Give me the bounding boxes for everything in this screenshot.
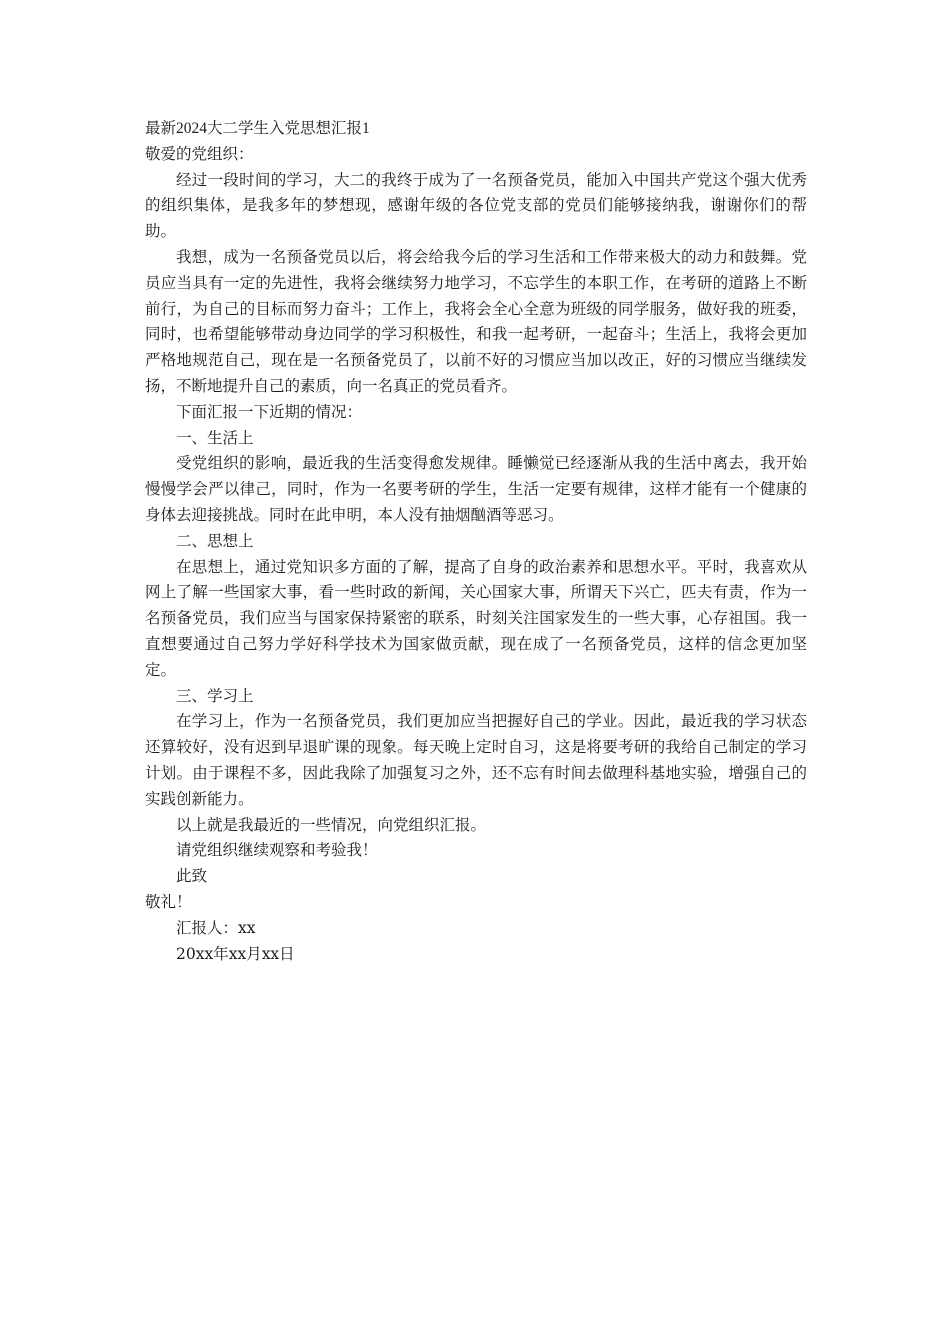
paragraph-thought: 在思想上，通过党知识多方面的了解，提高了自身的政治素养和思想水平。平时，我喜欢从网上了解一些国家大事，看一些时政的新闻，关心国家大事，所谓天下兴亡，匹夫有责，作为一名预备党员，我们应当与国家保持紧密的联系，时刻关注国家发生的一些大事，心存祖国。我一直想要通过自己努力学好科学技术为国家做贡献，现在成了一名预备党员，这样的信念更加坚定。 bbox=[145, 557, 807, 679]
section-heading-life: 一、生活上 bbox=[176, 428, 254, 447]
paragraph-commitment: 我想，成为一名预备党员以后，将会给我今后的学习生活和工作带来极大的动力和鼓舞。党员应当具有一定的先进性，我将会继续努力地学习，不忘学生的本职工作，在考研的道路上不断前行，为自己的目标而努力奋斗；工作上，我将会全心全意为班级的同学服务，做好我的班委，同时，也希望能够带动身边同学的学习积极性，和我一起考研，一起奋斗；生活上，我将会更加严格地规范自己，现在是一名预备党员了，以前不好的习惯应当加以改正，好的习惯应当继续发扬，不断地提升自己的素质，向一名真正的党员看齐。 bbox=[145, 247, 807, 395]
salutation: 敬爱的党组织： bbox=[145, 144, 254, 163]
paragraph-request: 请党组织继续观察和考验我！ bbox=[176, 841, 378, 860]
section-heading-study: 三、学习上 bbox=[176, 686, 254, 705]
paragraph-intro: 经过一段时间的学习，大二的我终于成为了一名预备党员，能加入中国共产党这个强大优秀的组织集体，是我多年的梦想现，感谢年级的各位党支部的党员们能够接纳我，谢谢你们的帮助。 bbox=[145, 170, 807, 241]
paragraph-summary: 以上就是我最近的一些情况，向党组织汇报。 bbox=[176, 815, 487, 834]
section-heading-thought: 二、思想上 bbox=[176, 531, 254, 550]
paragraph-life: 受党组织的影响，最近我的生活变得愈发规律。睡懒觉已经逐渐从我的生活中离去，我开始慢慢学会严以律己，同时，作为一名要考研的学生，生活一定要有规律，这样才能有一个健康的身体去迎接挑战。同时在此申明，本人没有抽烟酗酒等恶习。 bbox=[145, 454, 807, 524]
closing: 敬礼！ bbox=[145, 892, 192, 911]
document-title: 最新2024大二学生入党思想汇报1 bbox=[145, 120, 370, 137]
document-page bbox=[145, 116, 807, 967]
paragraph-report-lead: 下面汇报一下近期的情况： bbox=[176, 402, 363, 421]
paragraph-cizhi: 此致 bbox=[176, 867, 208, 886]
reporter: 汇报人：xx bbox=[176, 918, 256, 937]
paragraph-study: 在学习上，作为一名预备党员，我们更加应当把握好自己的学业。因此，最近我的学习状态还算较好，没有迟到早退旷课的现象。每天晚上定时自习，这是将要考研的我给自己制定的学习计划。由于课程不多，因此我除了加强复习之外，还不忘有时间去做理科基地实验，增强自己的实践创新能力。 bbox=[145, 712, 807, 808]
report-date: 20xx年xx月xx日 bbox=[176, 944, 295, 963]
